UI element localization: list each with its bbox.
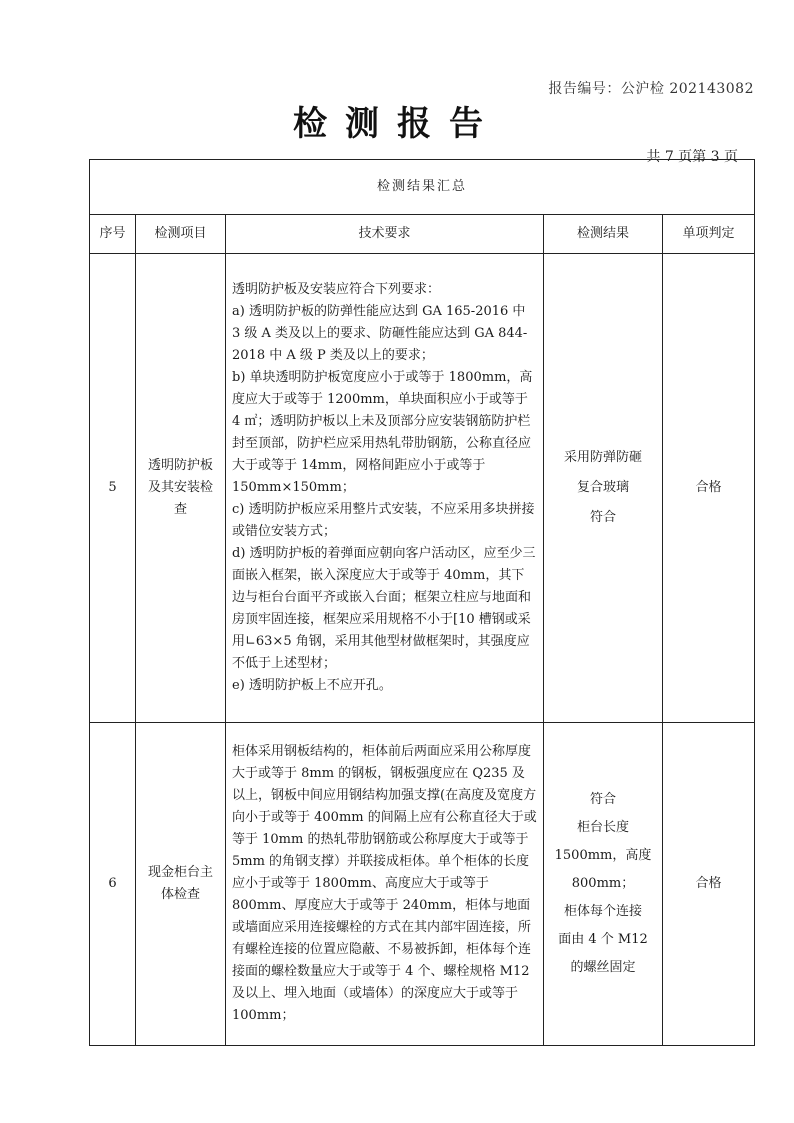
row-verdict: 合格 <box>663 254 755 723</box>
row-result <box>544 723 663 1046</box>
column-header-verdict: 单项判定 <box>663 215 755 254</box>
column-header-no: 序号 <box>90 215 136 254</box>
result-line: 复合玻璃 <box>576 480 629 495</box>
table-header-row <box>90 215 755 254</box>
row-number: 6 <box>90 723 136 1046</box>
result-line: 柜台长度 <box>576 820 629 835</box>
table-row <box>90 723 755 1046</box>
requirement-line: d) 透明防护板的着弹面应朝向客户活动区，应至少三面嵌入框架，嵌入深度应大于或等于 40mm，其下边与柜台台面平齐或嵌入台面；框架立柱应与地面和房顶牢固连接，框架应采用规格不小于[10 槽钢或采用∟63×5 角钢，采用其他型材做框架时，其强度应不低于上述型材； <box>232 546 536 671</box>
row-number: 5 <box>90 254 136 723</box>
row-verdict: 合格 <box>663 723 755 1046</box>
row-item: 现金柜台主体检查 <box>136 723 226 1046</box>
result-line: 柜体每个连接 <box>563 904 642 919</box>
requirement-line: a) 透明防护板的防弹性能应达到 GA 165-2016 中 3 级 A 类及以上的要求、防砸性能应达到 GA 844-2018 中 A 级 P 类及以上的要求； <box>232 304 528 363</box>
requirement-line: c) 透明防护板应采用整片式安装，不应采用多块拼接或错位安装方式； <box>232 502 535 539</box>
result-line: 的螺丝固定 <box>570 960 636 975</box>
row-result <box>544 254 663 723</box>
row-requirements <box>226 254 544 723</box>
column-header-item: 检测项目 <box>136 215 226 254</box>
column-header-result: 检测结果 <box>544 215 663 254</box>
result-line: 采用防弹防砸 <box>563 450 642 465</box>
row-item: 透明防护板及其安装检查 <box>136 254 226 723</box>
result-line: 面由 4 个 M12 <box>558 932 648 947</box>
requirement-line: b) 单块透明防护板宽度应小于或等于 1800mm，高度应大于或等于 1200mm，单块面积应小于或等于 4 ㎡；透明防护板以上未及顶部分应安装钢筋防护栏封至顶部，防护栏应采用热轧带肋钢筋，公称直径应大于或等于 14mm，网格间距应小于或等于 150mm×150mm； <box>232 370 533 495</box>
table-row <box>90 254 755 723</box>
row-requirements <box>226 723 544 1046</box>
report-number: 报告编号：公沪检 202143082 <box>548 81 754 97</box>
requirement-line: e) 透明防护板上不应开孔。 <box>232 678 392 693</box>
results-summary-table <box>89 159 755 1046</box>
result-line: 符合 <box>589 792 616 807</box>
summary-title: 检测结果汇总 <box>90 160 755 215</box>
document-title: 检测报告 <box>293 104 501 144</box>
page-info: 共 7 页第 3 页 <box>646 149 738 165</box>
result-line: 800mm； <box>571 876 635 891</box>
column-header-requirements: 技术要求 <box>226 215 544 254</box>
result-line: 符合 <box>589 510 616 525</box>
result-line: 1500mm，高度 <box>554 848 652 863</box>
requirement-line: 透明防护板及安装应符合下列要求： <box>232 282 441 297</box>
requirement-line: 柜体采用钢板结构的，柜体前后两面应采用公称厚度大于或等于 8mm 的钢板，钢板强度应在 Q235 及以上，钢板中间应用钢结构加强支撑(在高度及宽度方向小于或等于 400mm 的间隔上应有公称直径大于或等于 10mm 的热轧带肋钢筋或公称厚度大于或等于 5mm 的角钢支撑）并联接成柜体。单个柜体的长度应小于或等于 1800mm、高度应大于或等于 800mm、厚度应大于或等于 240mm，柜体与地面或墙面应采用连接螺栓的方式在其内部牢固连接，所有螺栓连接的位置应隐蔽、不易被拆卸，柜体每个连接面的螺栓数量应大于或等于 4 个、螺栓规格 M12 及以上、埋入地面（或墙体）的深度应大于或等于 100mm； <box>232 744 537 1023</box>
